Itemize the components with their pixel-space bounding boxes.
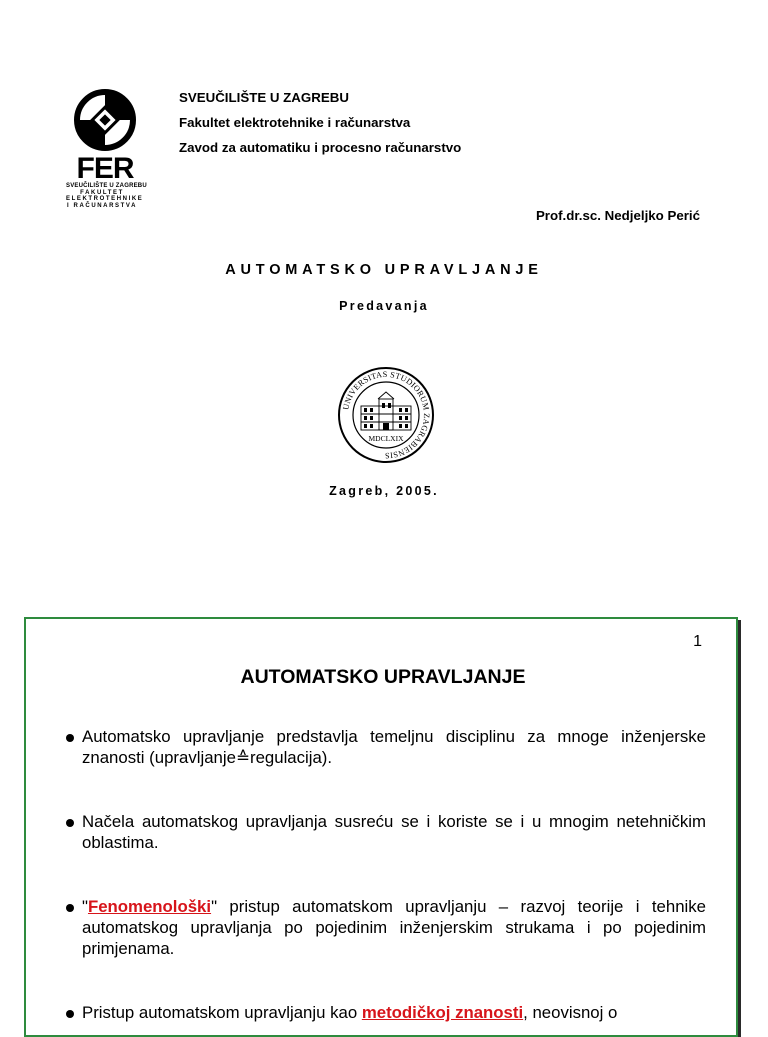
slide-panel (24, 617, 738, 1037)
bullet-item (66, 811, 706, 853)
document-subtitle: Predavanja (339, 299, 429, 313)
place-and-date: Zagreb, 2005. (329, 484, 439, 498)
highlighted-term: Fenomenološki (87, 897, 212, 916)
highlighted-term: metodičkoj znanosti (361, 1003, 524, 1022)
slide-page-number: 1 (693, 633, 702, 650)
bullet-dot-icon (66, 734, 74, 742)
logo-caption-line: I RAČUNARSTVA (66, 202, 138, 209)
bullet-text (82, 896, 706, 959)
bullet-text-suffix: , neovisnoj o (523, 1003, 618, 1022)
bullet-text (82, 1002, 706, 1023)
bullet-dot-icon (66, 819, 74, 827)
document-title: AUTOMATSKO UPRAVLJANJE (225, 262, 543, 278)
bullet-text: Načela automatskog upravljanja susreću se i koriste se i u mnogim netehničkim oblastima. (82, 812, 706, 852)
bullet-text-prefix: Pristup automatskom upravljanju kao (82, 1003, 362, 1022)
bullet-text: Automatsko upravljanje predstavlja temeljnu disciplinu za mnoge inženjerske znanosti (upravljanje≙regulacija). (82, 727, 706, 767)
bullet-dot-icon (66, 1010, 74, 1018)
logo-caption-line: SVEUČILIŠTE U ZAGREBU (66, 183, 147, 189)
logo-caption (66, 183, 147, 209)
slide-title: AUTOMATSKO UPRAVLJANJE (240, 666, 526, 688)
bullet-item (66, 726, 706, 768)
bullet-text-prefix: " (82, 897, 88, 916)
university-seal (337, 366, 435, 464)
bullet-item (66, 896, 706, 959)
logo-caption-line: ELEKTROTEHNIKE (66, 196, 144, 202)
professor-name: Prof.dr.sc. Nedjeljko Perić (535, 208, 700, 223)
faculty-name: Fakultet elektrotehnike i računarstva (179, 115, 411, 130)
seal-ring-text: UNIVERSITAS STUDIORUM ZAGRABIENSIS (341, 369, 432, 461)
bullet-item (66, 1002, 706, 1023)
seal-year: MDCLXIX (368, 434, 404, 443)
fer-logo-wordmark: FER (76, 152, 134, 185)
university-name: SVEUČILIŠTE U ZAGREBU (179, 90, 349, 105)
bullet-dot-icon (66, 904, 74, 912)
department-name: Zavod za automatiku i procesno računarstvo (179, 140, 462, 155)
logo-caption-line: FAKULTET (80, 189, 124, 196)
bullet-text-suffix: " pristup automatskom upravljanju – razvoj teorije i tehnike automatskog upravljanja po pojedinim inženjerskim strukama i po pojedinim primjenama. (82, 897, 706, 958)
